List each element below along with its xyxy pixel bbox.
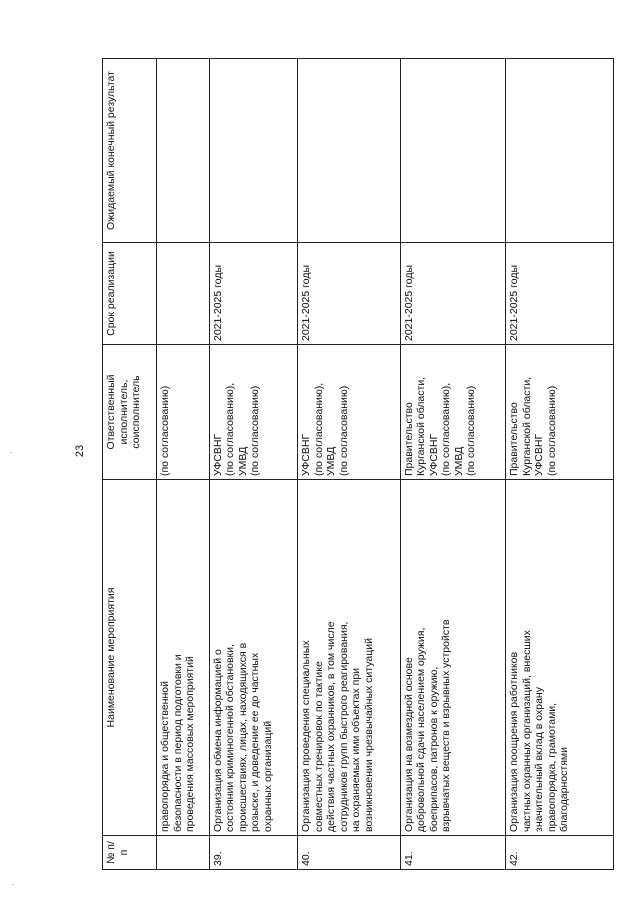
cell-executor: Правительство Курганской области, УФСВНГ (по согласованию) [506, 345, 614, 480]
table-row [209, 59, 298, 870]
table-row [157, 59, 209, 870]
cell-result [209, 59, 298, 243]
table-row [400, 59, 506, 870]
cell-no: 39. [209, 836, 298, 870]
table-wrapper [102, 58, 614, 870]
header-name: Наименование мероприятия [103, 480, 157, 836]
cell-name: Организация на возмездной основе добровольной сдачи населением оружия, боеприпасов, патронов к оружию, взрывчатых веществ и взрывных устройств [400, 480, 506, 836]
cell-no: 41. [400, 836, 506, 870]
cell-result [400, 59, 506, 243]
header-term: Срок реализации [103, 243, 157, 345]
cell-name: Организация обмена информацией о состоянии криминогенной обстановки, происшествиях, лицах, находящихся в розыске, и доведение ее до частных охранных организаций [209, 480, 298, 836]
cell-term: 2021-2025 годы [209, 243, 298, 345]
cell-executor: (по согласованию) [157, 345, 209, 480]
table-header-row [103, 59, 157, 870]
cell-term: 2021-2025 годы [400, 243, 506, 345]
table-row [298, 59, 401, 870]
scan-speck [10, 452, 12, 453]
table-row [506, 59, 614, 870]
cell-executor: УФСВНГ (по согласованию), УМВД (по согласованию) [209, 345, 298, 480]
cell-name: Организация проведения специальных совместных тренировок по тактике действия частных охранников, в том числе сотрудников групп быстрого реагирования, на охраняемых ими объектах при возникновении чрезвычайных ситуаций [298, 480, 401, 836]
cell-no: 42. [506, 836, 614, 870]
header-executor: Ответственный исполнитель, соисполнитель [103, 345, 157, 480]
cell-executor: УФСВНГ (по согласованию), УМВД (по согласованию) [298, 345, 401, 480]
cell-result [298, 59, 401, 243]
cell-executor: Правительство Курганской области, УФСВНГ (по согласованию), УМВД (по согласованию) [400, 345, 506, 480]
cell-term: 2021-2025 годы [298, 243, 401, 345]
header-no: № п/п [103, 836, 157, 870]
cell-name: правопорядка и общественной безопасности в период подготовки и проведения массовых мероприятий [157, 480, 209, 836]
cell-term: 2021-2025 годы [506, 243, 614, 345]
header-result: Ожидаемый конечный результат [103, 59, 157, 243]
cell-term [157, 243, 209, 345]
scan-speck [12, 884, 14, 885]
cell-name: Организация поощрения работников частных охранных организаций, внесших значительный вклад в охрану правопорядка, грамотами, благодарностями [506, 480, 614, 836]
cell-no: 40. [298, 836, 401, 870]
measures-table [102, 58, 614, 870]
cell-result [506, 59, 614, 243]
cell-result [157, 59, 209, 243]
cell-no [157, 836, 209, 870]
page-number: 23 [74, 444, 86, 458]
